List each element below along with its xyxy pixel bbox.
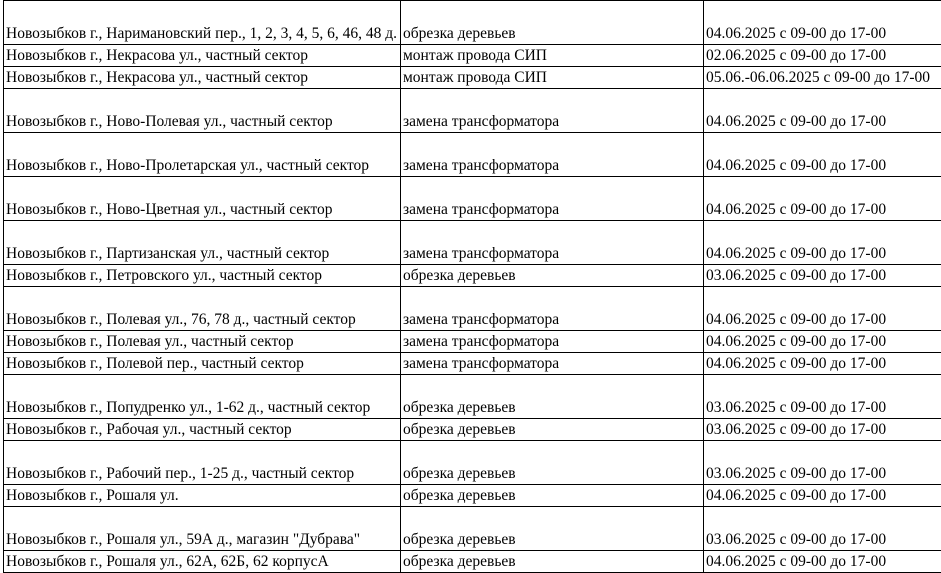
work-type-cell: замена трансформатора	[401, 287, 704, 331]
outage-schedule-table	[3, 0, 941, 573]
table-row	[4, 375, 941, 419]
date-cell: 04.06.2025 с 09-00 до 17-00	[704, 287, 941, 331]
work-type-cell: обрезка деревьев	[401, 1, 704, 45]
address-cell: Новозыбков г., Рошаля ул.	[4, 485, 401, 507]
address-cell: Новозыбков г., Некрасова ул., частный сектор	[4, 67, 401, 89]
work-type-cell: замена трансформатора	[401, 89, 704, 133]
date-cell: 03.06.2025 с 09-00 до 17-00	[704, 441, 941, 485]
address-cell: Новозыбков г., Полевой пер., частный сектор	[4, 353, 401, 375]
table-row	[4, 89, 941, 133]
date-cell: 04.06.2025 с 09-00 до 17-00	[704, 485, 941, 507]
address-cell: Новозыбков г., Полевая ул., частный сектор	[4, 331, 401, 353]
address-cell: Новозыбков г., Рошаля ул., 59А д., магазин "Дубрава"	[4, 507, 401, 551]
date-cell: 04.06.2025 с 09-00 до 17-00	[704, 331, 941, 353]
table-row	[4, 507, 941, 551]
work-type-cell: обрезка деревьев	[401, 441, 704, 485]
address-cell: Новозыбков г., Попудренко ул., 1-62 д., частный сектор	[4, 375, 401, 419]
date-cell: 04.06.2025 с 09-00 до 17-00	[704, 353, 941, 375]
work-type-cell: монтаж провода СИП	[401, 45, 704, 67]
date-cell: 03.06.2025 с 09-00 до 17-00	[704, 375, 941, 419]
work-type-cell: замена трансформатора	[401, 221, 704, 265]
table-row	[4, 551, 941, 573]
table-row	[4, 485, 941, 507]
table-row	[4, 441, 941, 485]
table-row	[4, 353, 941, 375]
work-type-cell: замена трансформатора	[401, 133, 704, 177]
date-cell: 03.06.2025 с 09-00 до 17-00	[704, 265, 941, 287]
date-cell: 04.06.2025 с 09-00 до 17-00	[704, 177, 941, 221]
table-row	[4, 287, 941, 331]
date-cell: 03.06.2025 с 09-00 до 17-00	[704, 419, 941, 441]
work-type-cell: обрезка деревьев	[401, 507, 704, 551]
address-cell: Новозыбков г., Ново-Цветная ул., частный сектор	[4, 177, 401, 221]
date-cell: 04.06.2025 с 09-00 до 17-00	[704, 133, 941, 177]
address-cell: Новозыбков г., Партизанская ул., частный сектор	[4, 221, 401, 265]
table-row	[4, 331, 941, 353]
table-row	[4, 45, 941, 67]
date-cell: 04.06.2025 с 09-00 до 17-00	[704, 89, 941, 133]
address-cell: Новозыбков г., Рабочая ул., частный сектор	[4, 419, 401, 441]
table-row	[4, 419, 941, 441]
table-row	[4, 265, 941, 287]
address-cell: Новозыбков г., Полевая ул., 76, 78 д., частный сектор	[4, 287, 401, 331]
work-type-cell: монтаж провода СИП	[401, 67, 704, 89]
work-type-cell: замена трансформатора	[401, 177, 704, 221]
address-cell: Новозыбков г., Наримановский пер., 1, 2, 3, 4, 5, 6, 46, 48 д.	[4, 1, 401, 45]
date-cell: 05.06.-06.06.2025 с 09-00 до 17-00	[704, 67, 941, 89]
work-type-cell: обрезка деревьев	[401, 551, 704, 573]
date-cell: 04.06.2025 с 09-00 до 17-00	[704, 551, 941, 573]
date-cell: 02.06.2025 с 09-00 до 17-00	[704, 45, 941, 67]
address-cell: Новозыбков г., Ново-Полевая ул., частный сектор	[4, 89, 401, 133]
address-cell: Новозыбков г., Рошаля ул., 62А, 62Б, 62 корпусА	[4, 551, 401, 573]
work-type-cell: обрезка деревьев	[401, 485, 704, 507]
address-cell: Новозыбков г., Некрасова ул., частный сектор	[4, 45, 401, 67]
address-cell: Новозыбков г., Петровского ул., частный сектор	[4, 265, 401, 287]
date-cell: 04.06.2025 с 09-00 до 17-00	[704, 1, 941, 45]
table-row	[4, 67, 941, 89]
table-row	[4, 1, 941, 45]
work-type-cell: замена трансформатора	[401, 331, 704, 353]
work-type-cell: обрезка деревьев	[401, 375, 704, 419]
table-row	[4, 133, 941, 177]
date-cell: 03.06.2025 с 09-00 до 17-00	[704, 507, 941, 551]
work-type-cell: обрезка деревьев	[401, 265, 704, 287]
work-type-cell: обрезка деревьев	[401, 419, 704, 441]
table-row	[4, 177, 941, 221]
address-cell: Новозыбков г., Рабочий пер., 1-25 д., частный сектор	[4, 441, 401, 485]
table-row	[4, 221, 941, 265]
address-cell: Новозыбков г., Ново-Пролетарская ул., частный сектор	[4, 133, 401, 177]
work-type-cell: замена трансформатора	[401, 353, 704, 375]
date-cell: 04.06.2025 с 09-00 до 17-00	[704, 221, 941, 265]
